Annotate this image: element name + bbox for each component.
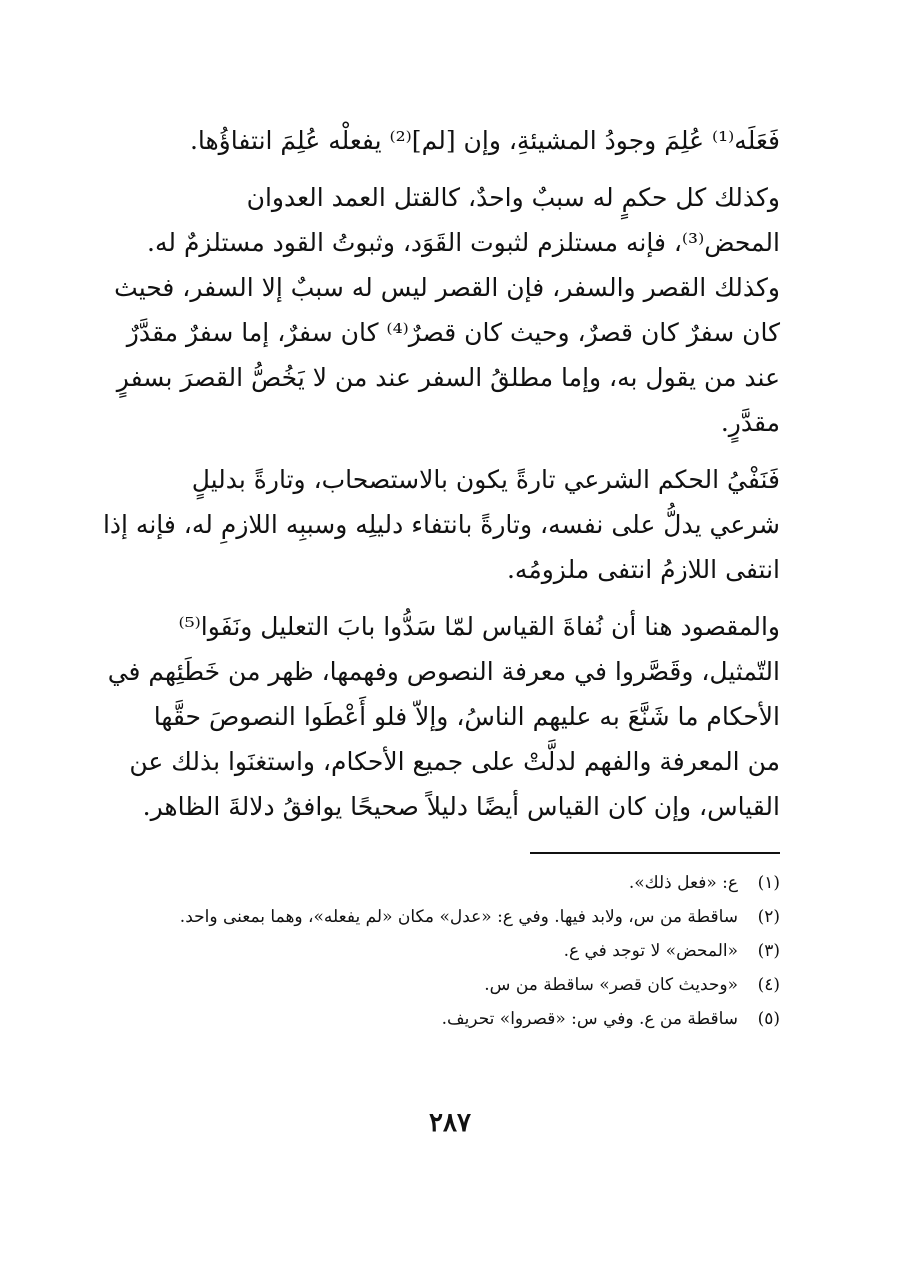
footnote-text: «وحديث كان قصر» ساقطة من س. <box>484 975 738 995</box>
footnote-text: ساقطة من س، ولابد فيها. وفي ع: «عدل» مكان «لم يفعله»، وهما بمعنى واحد. <box>179 907 738 927</box>
text-line: الأحكام ما شَنَّعَ به عليهم الناسُ، وإلاّ فلو أَعْطَوا النصوصَ حقَّها <box>153 702 780 731</box>
paragraph-3 <box>102 457 780 592</box>
footnote-number: (٢) <box>757 907 780 927</box>
text-line: عند من يقول به، وإما مطلقُ السفر عند من لا يَخُصُّ القصرَ بسفرٍ <box>116 363 780 392</box>
footnote-4 <box>120 968 780 1002</box>
footnote-5 <box>120 1002 780 1036</box>
paragraph-1 <box>120 118 780 163</box>
text-line: وكذلك كل حكمٍ له سببٌ واحدٌ، كالقتل العمد العدوان <box>246 183 780 212</box>
footnote-text: ع: «فعل ذلك». <box>628 873 738 893</box>
footnote-separator <box>530 852 780 854</box>
text-line: القياس، وإن كان القياس أيضًا دليلاً صحيحًا يوافقُ دلالةَ الظاهر. <box>142 792 780 821</box>
paragraph-4 <box>107 604 780 829</box>
footnote-1 <box>120 866 780 900</box>
footnotes <box>120 866 780 1036</box>
paragraph-2 <box>114 175 780 445</box>
text-line: انتفى اللازمُ انتفى ملزومُه. <box>506 555 780 584</box>
footnote-text: «المحض» لا توجد في ع. <box>563 941 738 961</box>
text-line: من المعرفة والفهم لدلَّتْ على جميع الأحكام، واستغنَوا بذلك عن <box>129 747 780 776</box>
text-line: شرعي يدلُّ على نفسه، وتارةً بانتفاء دليلِه وسببِه اللازمِ له، فإنه إذا <box>102 510 780 539</box>
footnote-number: (٤) <box>757 975 780 995</box>
text-line: كان سفرٌ كان قصرٌ، وحيث كان قصرٌ⁽⁴⁾ كان سفرٌ، إما سفرٌ مقدَّرٌ <box>126 318 780 347</box>
text-line: والمقصود هنا أن نُفاةَ القياس لمّا سَدُّوا بابَ التعليل ونَفَوا⁽⁵⁾ <box>178 612 780 641</box>
text-line: فَعَلَه⁽¹⁾ عُلِمَ وجودُ المشيئةِ، وإن [لم]⁽²⁾ يفعلْه عُلِمَ انتفاؤُها. <box>189 126 780 155</box>
text-line: التّمثيل، وقَصَّروا في معرفة النصوص وفهمها، ظهر من خَطَئِهم في <box>107 657 780 686</box>
footnote-number: (٣) <box>757 941 780 961</box>
page-number: ٢٨٧ <box>429 1108 471 1138</box>
text-line: المحض⁽³⁾، فإنه مستلزم لثبوت القَوَد، وثبوتُ القود مستلزمٌ له. <box>147 228 780 257</box>
text-line: وكذلك القصر والسفر، فإن القصر ليس له سببٌ إلا السفر، فحيث <box>114 273 780 302</box>
text-line: مقدَّرٍ. <box>720 408 780 437</box>
footnote-3 <box>120 934 780 968</box>
footnote-2 <box>120 900 780 934</box>
footnote-number: (٥) <box>757 1009 780 1029</box>
footnote-number: (١) <box>757 873 780 893</box>
footnote-text: ساقطة من ع. وفي س: «قصروا» تحريف. <box>441 1009 738 1029</box>
main-text <box>102 118 780 841</box>
text-line: فَنَفْيُ الحكم الشرعي تارةً يكون بالاستصحاب، وتارةً بدليلٍ <box>191 465 780 494</box>
